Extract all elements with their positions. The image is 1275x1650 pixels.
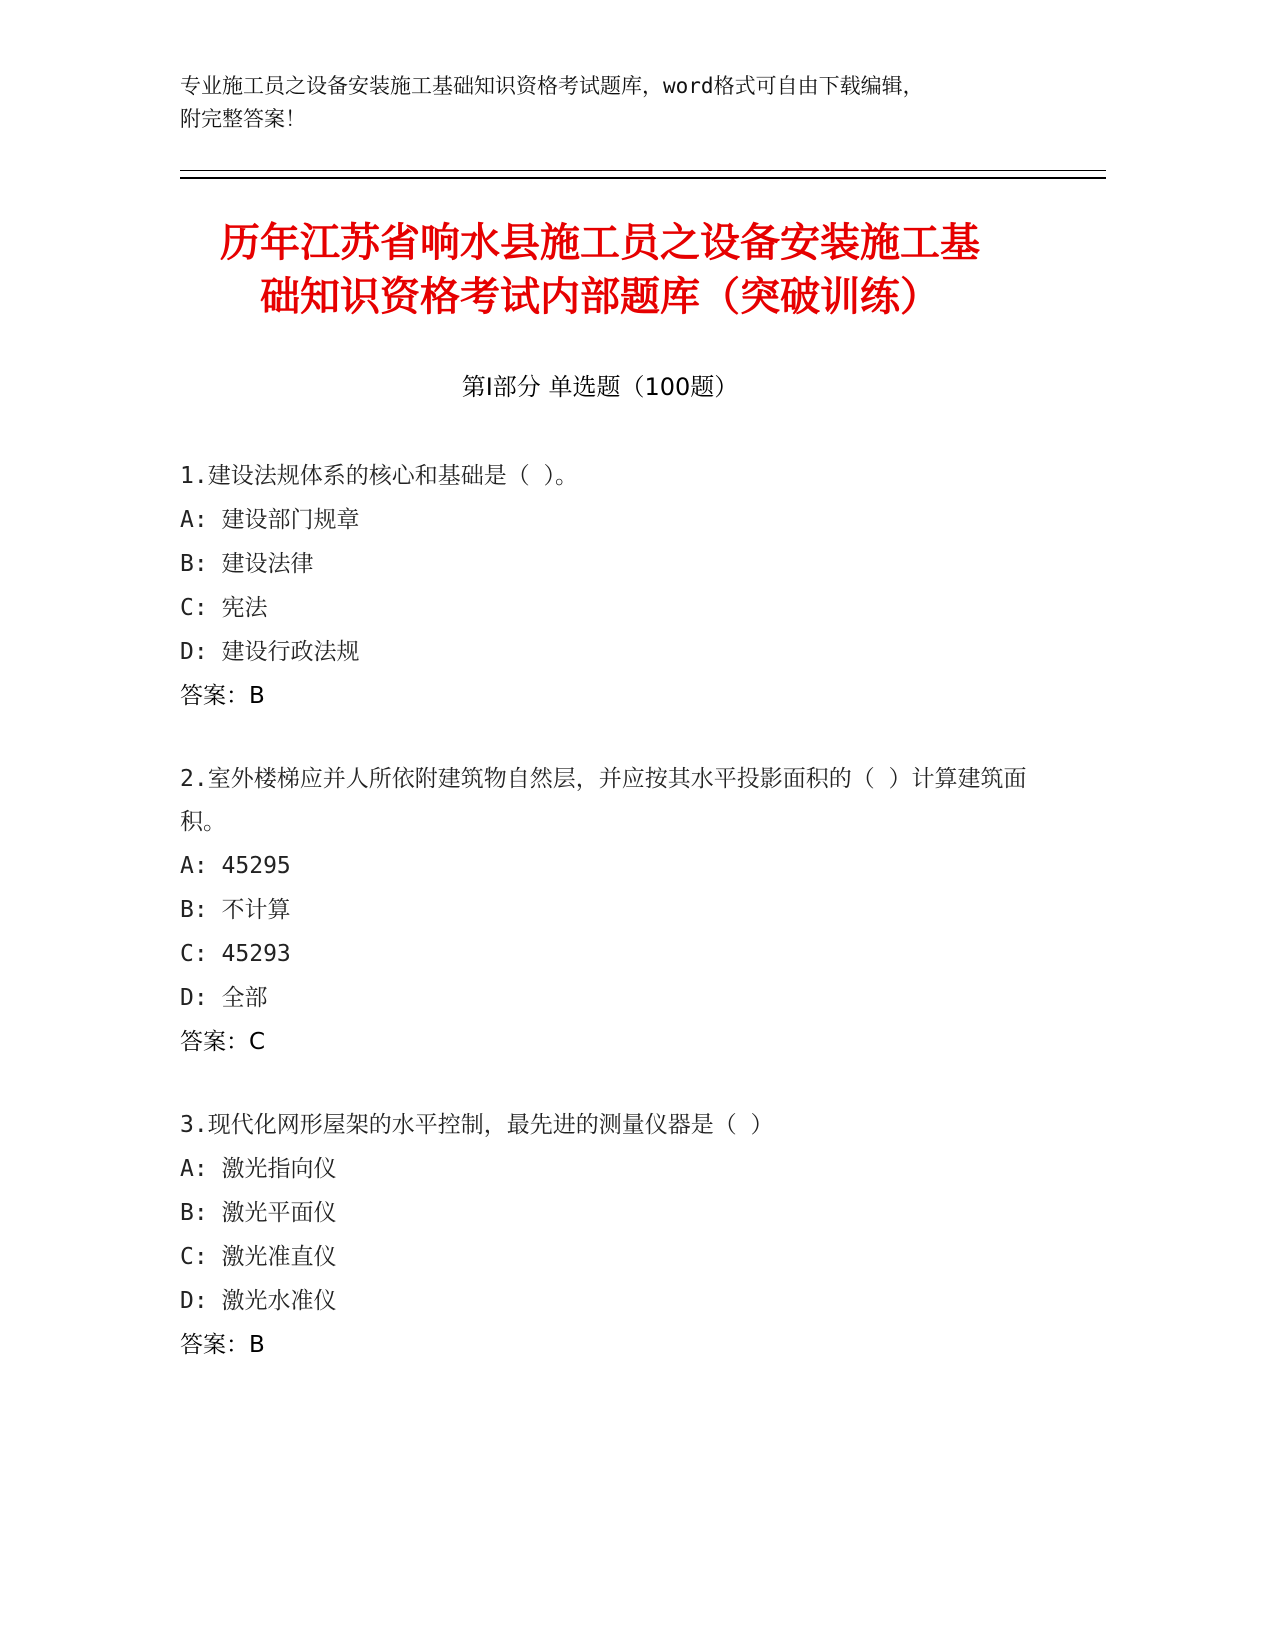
option-b: B: 不计算 — [180, 897, 291, 923]
header-note-line-2: 附完整答案！ — [180, 107, 306, 131]
option-a: A: 激光指向仪 — [180, 1156, 337, 1182]
answer: 答案：C — [180, 1029, 266, 1055]
answer: 答案：B — [180, 1332, 265, 1358]
option-d: D: 建设行政法规 — [180, 639, 360, 665]
option-a: A: 45295 — [180, 853, 291, 879]
option-d: D: 全部 — [180, 985, 268, 1011]
header-note-line-1: 专业施工员之设备安装施工基础知识资格考试题库，word格式可自由下载编辑， — [180, 74, 924, 98]
option-d: D: 激光水准仪 — [180, 1288, 337, 1314]
question-stem: 2.室外楼梯应并人所依附建筑物自然层，并应按其水平投影面积的（ ）计算建筑面积。 — [180, 766, 1027, 835]
question-stem: 1.建设法规体系的核心和基础是（ ）。 — [180, 463, 579, 489]
question-stem: 3.现代化网形屋架的水平控制，最先进的测量仪器是（ ） — [180, 1112, 774, 1138]
document-header-note — [180, 70, 1080, 136]
document-title-line-1: 历年江苏省响水县施工员之设备安装施工基 — [220, 220, 980, 266]
header-divider — [180, 170, 1106, 179]
option-c: C: 宪法 — [180, 595, 268, 621]
answer: 答案：B — [180, 683, 265, 709]
option-c: C: 激光准直仪 — [180, 1244, 337, 1270]
option-c: C: 45293 — [180, 941, 291, 967]
option-b: B: 建设法律 — [180, 551, 314, 577]
question-list — [180, 455, 1060, 1407]
question-1 — [180, 455, 1060, 718]
question-3 — [180, 1104, 1060, 1367]
document-title-line-2: 础知识资格考试内部题库（突破训练） — [260, 274, 940, 320]
option-b: B: 激光平面仪 — [180, 1200, 337, 1226]
option-a: A: 建设部门规章 — [180, 507, 360, 533]
question-2 — [180, 758, 1060, 1064]
document-title — [170, 216, 1030, 324]
section-title: 第Ⅰ部分 单选题（100题） — [461, 373, 739, 401]
